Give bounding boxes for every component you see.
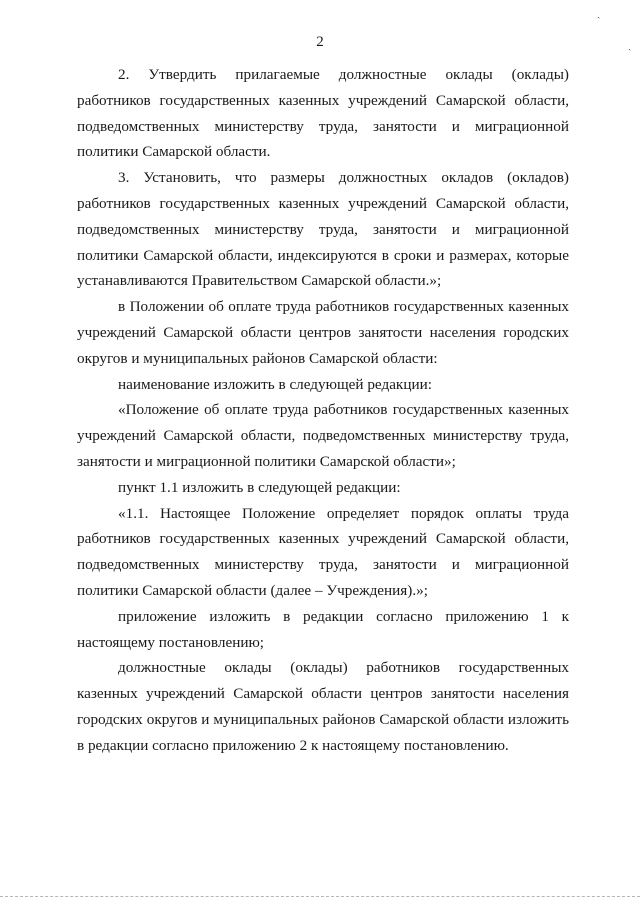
document-body xyxy=(77,62,569,759)
scan-mark-top-right: ˎ xyxy=(597,8,601,19)
paragraph-new-clause: «1.1. Настоящее Положение определяет порядок оплаты труда работников государственных казенных учреждений Самарской области, подведомственных министерству труда, занятости и миграционной политики Самарской области (далее – Учреждения).»; xyxy=(77,504,569,599)
paragraph-clause-change: пункт 1.1 изложить в следующей редакции: xyxy=(118,478,401,496)
paragraph-item-2: 2. Утвердить прилагаемые должностные оклады (оклады) работников государственных казенных учреждений Самарской области, подведомственных министерству труда, занятости и миграционной политики Самарской области. xyxy=(77,66,569,161)
paragraph-item-3: 3. Установить, что размеры должностных окладов (окладов) работников государственных казенных учреждений Самарской области, подведомственных министерству труда, занятости и миграционной политики Самарской области, индексируются в сроки и размерах, которые устанавливаются Правительством Самарской области.»; xyxy=(77,169,569,290)
scan-bottom-edge xyxy=(0,896,640,898)
page-number: 2 xyxy=(316,34,324,50)
paragraph-new-title: «Положение об оплате труда работников государственных казенных учреждений Самарской области, подведомственных министерству труда, занятости и миграционной политики Самарской области»; xyxy=(77,401,569,470)
scan-mark-right: ˎ xyxy=(628,40,632,51)
paragraph-appendix-2: должностные оклады (оклады) работников государственных казенных учреждений Самарской области центров занятости населения городских округов и муниципальных районов Самарской области изложить в редакции согласно приложению 2 к настоящему постановлению. xyxy=(77,659,569,754)
paragraph-appendix-1: приложение изложить в редакции согласно приложению 1 к настоящему постановлению; xyxy=(77,607,569,651)
paragraph-regulation-amendment: в Положении об оплате труда работников государственных казенных учреждений Самарской области центров занятости населения городских округов и муниципальных районов Самарской области: xyxy=(77,298,569,367)
paragraph-title-change: наименование изложить в следующей редакции: xyxy=(118,375,432,393)
